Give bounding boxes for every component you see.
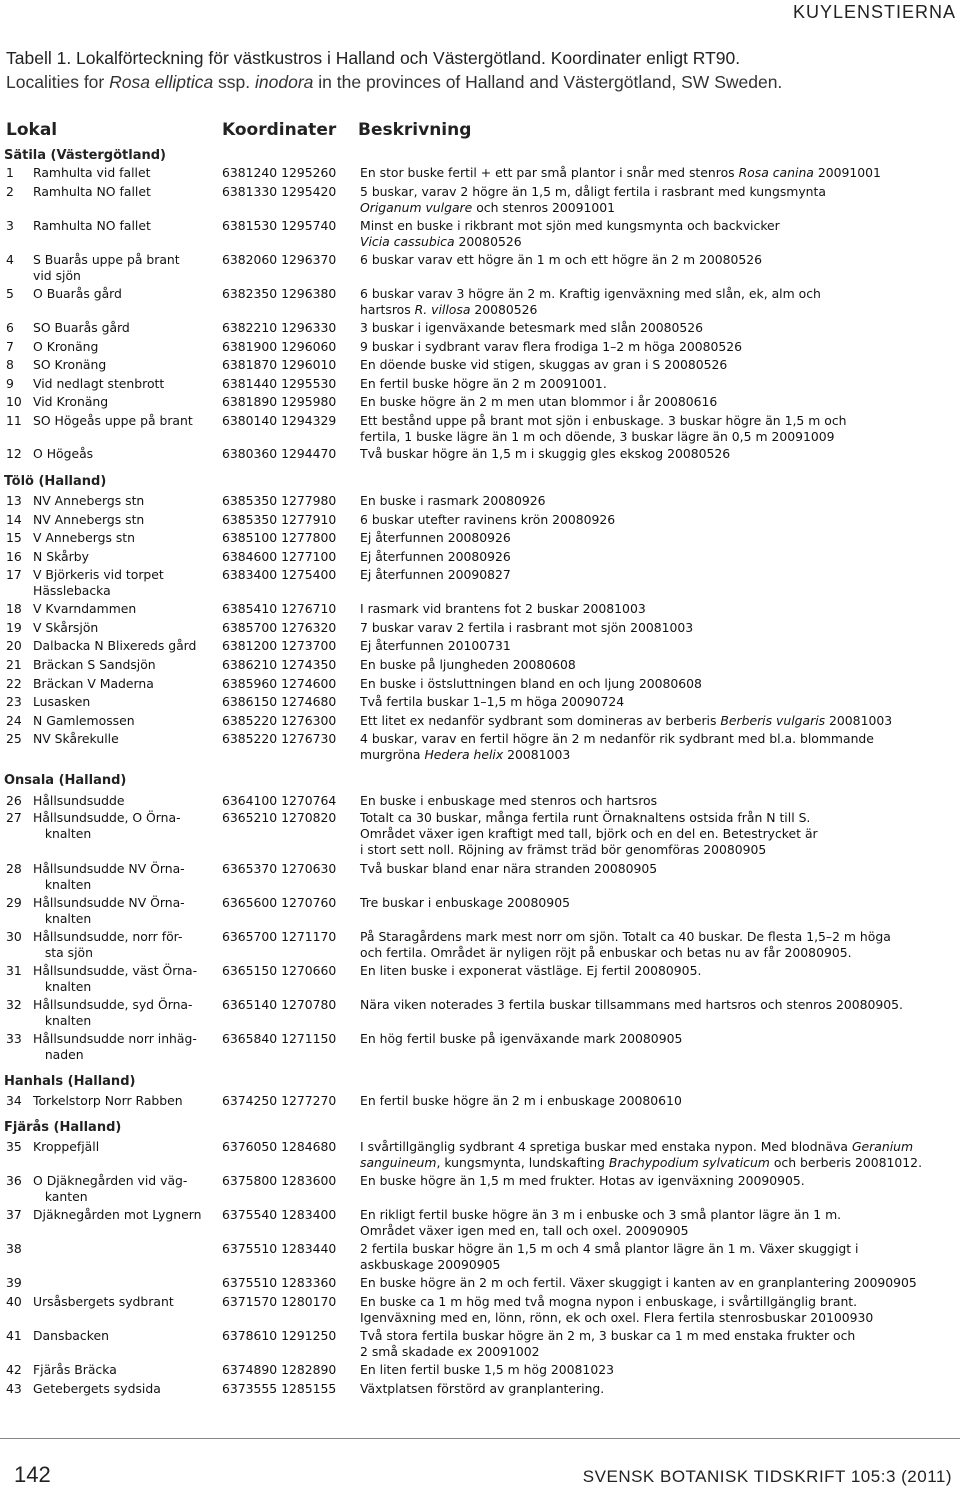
journal-footer: SVENSK BOTANISK TIDSKRIFT 105:3 (2011) [582, 1467, 952, 1486]
coordinates: 6365600 1270760 [222, 895, 337, 910]
locality-name: Vid nedlagt stenbrott [33, 376, 165, 391]
description: Ej återfunnen 20080926 [360, 549, 511, 564]
coordinates: 6385100 1277800 [222, 530, 337, 545]
description: En rikligt fertil buske högre än 3 m i enbuske och 3 små plantor lägre än 1 m. Området växer igen med en, tall och oxel. 20090905 [360, 1207, 842, 1238]
description: 2 fertila buskar högre än 1,5 m och 4 små plantor lägre än 1 m. Växer skuggigt i askbuskage 20090905 [360, 1241, 859, 1272]
locality-number: 29 [6, 895, 22, 910]
coordinates: 6373555 1285155 [222, 1381, 337, 1396]
locality-name: Hållsundsudde, O Örna- knalten [33, 810, 181, 841]
description: Totalt ca 30 buskar, många fertila runt Örnaknaltens ostsida från N till S. Området växer igen kraftigt med tall, björk och en del en. Betestrycket är i stort sett noll. Röjning av främst träd bör genomföras 20080905 [360, 810, 818, 857]
locality-number: 5 [6, 286, 14, 301]
locality-name: Ursåsbergets sydbrant [33, 1294, 174, 1309]
description: En fertil buske högre än 2 m 20091001. [360, 376, 607, 391]
coordinates: 6385410 1276710 [222, 601, 337, 616]
description: Ej återfunnen 20080926 [360, 530, 511, 545]
locality-name: Fjärås Bräcka [33, 1362, 117, 1377]
locality-number: 40 [6, 1294, 22, 1309]
description: 6 buskar varav ett högre än 1 m och ett högre än 2 m 20080526 [360, 252, 763, 267]
locality-name: Getebergets sydsida [33, 1381, 161, 1396]
description: Växtplatsen förstörd av granplantering. [360, 1381, 605, 1396]
coordinates: 6365210 1270820 [222, 810, 337, 825]
locality-number: 18 [6, 601, 22, 616]
locality-name: Kroppefjäll [33, 1139, 100, 1154]
locality-number: 36 [6, 1173, 22, 1188]
coordinates: 6380360 1294470 [222, 446, 337, 461]
locality-name: O Högeås [33, 446, 94, 461]
section-heading: Onsala (Halland) [4, 773, 127, 788]
locality-number: 28 [6, 861, 22, 876]
coordinates: 6371570 1280170 [222, 1294, 337, 1309]
locality-number: 7 [6, 339, 14, 354]
coordinates: 6385220 1276730 [222, 731, 337, 746]
coordinates: 6380140 1294329 [222, 413, 337, 428]
locality-name: SO Buarås gård [33, 320, 130, 335]
locality-name: Bräckan V Maderna [33, 676, 154, 691]
caption-english [6, 70, 946, 94]
locality-number: 27 [6, 810, 22, 825]
description: Ett litet ex nedanför sydbrant som domineras av berberis Berberis vulgaris 20081003 [360, 713, 893, 728]
description: I svårtillgänglig sydbrant 4 spretiga buskar med enstaka nypon. Med blodnäva Geranium sanguineum, kungsmynta, lundskafting Brachypodium sylvaticum och berberis 20081012. [360, 1139, 923, 1170]
coordinates: 6376050 1284680 [222, 1139, 337, 1154]
locality-name: NV Skårekulle [33, 731, 119, 746]
locality-number: 2 [6, 184, 14, 199]
locality-name: N Skårby [33, 549, 89, 564]
locality-name: Dalbacka N Blixereds gård [33, 638, 197, 653]
locality-number: 39 [6, 1275, 22, 1290]
locality-name: Hållsundsudde, norr för- sta sjön [33, 929, 183, 960]
coordinates: 6381200 1273700 [222, 638, 337, 653]
description: En buske i rasmark 20080926 [360, 493, 546, 508]
locality-name: Hållsundsudde NV Örna- knalten [33, 895, 185, 926]
locality-number: 19 [6, 620, 22, 635]
description: I rasmark vid brantens fot 2 buskar 20081003 [360, 601, 646, 616]
description: 6 buskar varav 3 högre än 2 m. Kraftig igenväxning med slån, ek, alm och hartsros R. villosa 20080526 [360, 286, 821, 317]
caption-en-prefix: Localities for [6, 72, 110, 92]
coordinates: 6385220 1276300 [222, 713, 337, 728]
description: En buske på ljungheden 20080608 [360, 657, 576, 672]
locality-number: 14 [6, 512, 22, 527]
coordinates: 6381870 1296010 [222, 357, 337, 372]
locality-number: 15 [6, 530, 22, 545]
description: En buske i östsluttningen bland en och ljung 20080608 [360, 676, 702, 691]
locality-number: 35 [6, 1139, 22, 1154]
caption-swedish: Tabell 1. Lokalförteckning för västkustros i Halland och Västergötland. Koordinater enligt RT90. [6, 48, 741, 68]
coordinates: 6375510 1283440 [222, 1241, 337, 1256]
locality-name: V Skårsjön [33, 620, 99, 635]
running-head: KUYLENSTIERNA [792, 2, 956, 22]
locality-name: Hållsundsudde [33, 793, 125, 808]
section-heading: Tölö (Halland) [4, 474, 107, 489]
description: På Staragårdens mark mest norr om sjön. Totalt ca 40 buskar. De flesta 1,5–2 m höga och fertila. Området är nyligen röjt på enbuskar och betas nu av får 20080905. [360, 929, 891, 960]
coordinates: 6378610 1291250 [222, 1328, 337, 1343]
coordinates: 6365370 1270630 [222, 861, 337, 876]
locality-name: O Djäknegården vid väg- kanten [33, 1173, 188, 1204]
caption-en-ssp: inodora [255, 72, 314, 92]
description: En hög fertil buske på igenväxande mark 20080905 [360, 1031, 683, 1046]
locality-number: 43 [6, 1381, 22, 1396]
coordinates: 6365700 1271170 [222, 929, 337, 944]
locality-number: 12 [6, 446, 22, 461]
locality-number: 32 [6, 997, 22, 1012]
coordinates: 6386210 1274350 [222, 657, 337, 672]
description: Nära viken noterades 3 fertila buskar tillsammans med hartsros och stenros 20080905. [360, 997, 903, 1012]
coordinates: 6382060 1296370 [222, 252, 337, 267]
locality-number: 21 [6, 657, 22, 672]
description: En buske högre än 1,5 m med frukter. Hotas av igenväxning 20090905. [360, 1173, 805, 1188]
locality-name: Ramhulta NO fallet [33, 184, 151, 199]
caption-en-suffix: in the provinces of Halland and Västergötland, SW Sweden. [313, 72, 783, 92]
locality-name: V Björkeris vid torpet Hässlebacka [33, 567, 164, 598]
column-header-beskrivning: Beskrivning [358, 120, 472, 140]
locality-name: NV Annebergs stn [33, 493, 145, 508]
coordinates: 6385700 1276320 [222, 620, 337, 635]
coordinates: 6381530 1295740 [222, 218, 337, 233]
locality-number: 26 [6, 793, 22, 808]
locality-number: 10 [6, 394, 22, 409]
section-heading: Hanhals (Halland) [4, 1074, 136, 1089]
locality-name: Hållsundsudde, syd Örna- knalten [33, 997, 193, 1028]
coordinates: 6364100 1270764 [222, 793, 337, 808]
locality-number: 33 [6, 1031, 22, 1046]
description: En buske i enbuskage med stenros och hartsros [360, 793, 658, 808]
coordinates: 6381330 1295420 [222, 184, 337, 199]
coordinates: 6383400 1275400 [222, 567, 337, 582]
coordinates: 6381240 1295260 [222, 165, 337, 180]
description: Minst en buske i rikbrant mot sjön med kungsmynta och backvicker Vicia cassubica 20080526 [360, 218, 780, 249]
coordinates: 6385350 1277980 [222, 493, 337, 508]
description: 5 buskar, varav 2 högre än 1,5 m, dåligt fertila i rasbrant med kungsmynta Origanum vulgare och stenros 20091001 [360, 184, 826, 215]
coordinates: 6382350 1296380 [222, 286, 337, 301]
locality-name: SO Högeås uppe på brant [33, 413, 193, 428]
description: Ej återfunnen 20090827 [360, 567, 511, 582]
coordinates: 6365150 1270660 [222, 963, 337, 978]
locality-number: 31 [6, 963, 22, 978]
description: En liten fertil buske 1,5 m hög 20081023 [360, 1362, 614, 1377]
locality-name: Lusasken [33, 694, 91, 709]
locality-number: 37 [6, 1207, 22, 1222]
section-heading: Fjärås (Halland) [4, 1120, 122, 1135]
column-header-koordinater: Koordinater [222, 120, 337, 140]
locality-number: 23 [6, 694, 22, 709]
coordinates: 6365140 1270780 [222, 997, 337, 1012]
locality-number: 22 [6, 676, 22, 691]
coordinates: 6382210 1296330 [222, 320, 337, 335]
locality-number: 8 [6, 357, 14, 372]
coordinates: 6375540 1283400 [222, 1207, 337, 1222]
locality-name: O Kronäng [33, 339, 99, 354]
locality-name: Dansbacken [33, 1328, 109, 1343]
description: Tre buskar i enbuskage 20080905 [360, 895, 570, 910]
locality-name: Vid Kronäng [33, 394, 109, 409]
locality-number: 6 [6, 320, 14, 335]
description: En liten buske i exponerat västläge. Ej fertil 20080905. [360, 963, 702, 978]
locality-name: Torkelstorp Norr Rabben [33, 1093, 183, 1108]
locality-number: 9 [6, 376, 14, 391]
locality-number: 34 [6, 1093, 22, 1108]
locality-number: 38 [6, 1241, 22, 1256]
description: En stor buske fertil + ett par små plantor i snår med stenros Rosa canina 20091001 [360, 165, 881, 180]
locality-name: Ramhulta NO fallet [33, 218, 151, 233]
description: Två stora fertila buskar högre än 2 m, 3 buskar ca 1 m med enstaka frukter och 2 små skadade ex 20091002 [360, 1328, 856, 1359]
column-header-lokal: Lokal [6, 120, 58, 140]
description: Ett bestånd uppe på brant mot sjön i enbuskage. 3 buskar högre än 1,5 m och fertila, 1 buske lägre än 1 m och döende, 3 buskar lägre än 0,5 m 20091009 [360, 413, 847, 444]
locality-name: SO Kronäng [33, 357, 107, 372]
locality-name: Bräckan S Sandsjön [33, 657, 156, 672]
description: En fertil buske högre än 2 m i enbuskage 20080610 [360, 1093, 682, 1108]
coordinates: 6384600 1277100 [222, 549, 337, 564]
footer-rule [0, 1438, 960, 1439]
locality-name: O Buarås gård [33, 286, 122, 301]
locality-name: NV Annebergs stn [33, 512, 145, 527]
coordinates: 6381900 1296060 [222, 339, 337, 354]
locality-name: V Kvarndammen [33, 601, 137, 616]
locality-number: 25 [6, 731, 22, 746]
locality-number: 1 [6, 165, 14, 180]
coordinates: 6374250 1277270 [222, 1093, 337, 1108]
locality-number: 41 [6, 1328, 22, 1343]
page-number: 142 [14, 1462, 51, 1487]
description: En buske högre än 2 m och fertil. Växer skuggigt i kanten av en granplantering 20090905 [360, 1275, 917, 1290]
coordinates: 6374890 1282890 [222, 1362, 337, 1377]
locality-number: 17 [6, 567, 22, 582]
coordinates: 6375800 1283600 [222, 1173, 337, 1188]
description: Två buskar högre än 1,5 m i skuggig gles ekskog 20080526 [360, 446, 731, 461]
locality-name: S Buarås uppe på brant vid sjön [33, 252, 180, 283]
locality-name: N Gamlemossen [33, 713, 135, 728]
coordinates: 6386150 1274680 [222, 694, 337, 709]
locality-number: 11 [6, 413, 22, 428]
locality-number: 3 [6, 218, 14, 233]
coordinates: 6385350 1277910 [222, 512, 337, 527]
description: 6 buskar utefter ravinens krön 20080926 [360, 512, 616, 527]
locality-number: 20 [6, 638, 22, 653]
coordinates: 6381440 1295530 [222, 376, 337, 391]
description: 4 buskar, varav en fertil högre än 2 m nedanför rik sydbrant med bl.a. blommande murgröna Hedera helix 20081003 [360, 731, 874, 762]
table-caption [6, 46, 946, 94]
description: 3 buskar i igenväxande betesmark med slån 20080526 [360, 320, 704, 335]
locality-name: V Annebergs stn [33, 530, 136, 545]
description: En buske ca 1 m hög med två mogna nypon i enbuskage, i svårtillgänglig brant. Igenväxning med en, lönn, rönn, ek och oxel. Flera fertila stenrosbuskar 20100930 [360, 1294, 874, 1325]
locality-name: Ramhulta vid fallet [33, 165, 151, 180]
locality-name: Djäknegården mot Lygnern [33, 1207, 202, 1222]
caption-en-species: Rosa elliptica [109, 72, 214, 92]
locality-name: Hållsundsudde NV Örna- knalten [33, 861, 185, 892]
coordinates: 6375510 1283360 [222, 1275, 337, 1290]
section-heading: Sätila (Västergötland) [4, 148, 166, 163]
description: En döende buske vid stigen, skuggas av gran i S 20080526 [360, 357, 728, 372]
locality-number: 16 [6, 549, 22, 564]
locality-name: Hållsundsudde norr inhäg- naden [33, 1031, 197, 1062]
caption-en-mid: ssp. [213, 72, 256, 92]
coordinates: 6365840 1271150 [222, 1031, 337, 1046]
locality-number: 24 [6, 713, 22, 728]
locality-name: Hållsundsudde, väst Örna- knalten [33, 963, 198, 994]
description: Ej återfunnen 20100731 [360, 638, 511, 653]
coordinates: 6381890 1295980 [222, 394, 337, 409]
description: Två fertila buskar 1–1,5 m höga 20090724 [360, 694, 625, 709]
coordinates: 6385960 1274600 [222, 676, 337, 691]
locality-number: 30 [6, 929, 22, 944]
description: Två buskar bland enar nära stranden 20080905 [360, 861, 658, 876]
locality-number: 13 [6, 493, 22, 508]
locality-number: 42 [6, 1362, 22, 1377]
locality-number: 4 [6, 252, 14, 267]
description: 9 buskar i sydbrant varav flera frodiga 1–2 m höga 20080526 [360, 339, 743, 354]
description: En buske högre än 2 m men utan blommor i år 20080616 [360, 394, 718, 409]
description: 7 buskar varav 2 fertila i rasbrant mot sjön 20081003 [360, 620, 694, 635]
